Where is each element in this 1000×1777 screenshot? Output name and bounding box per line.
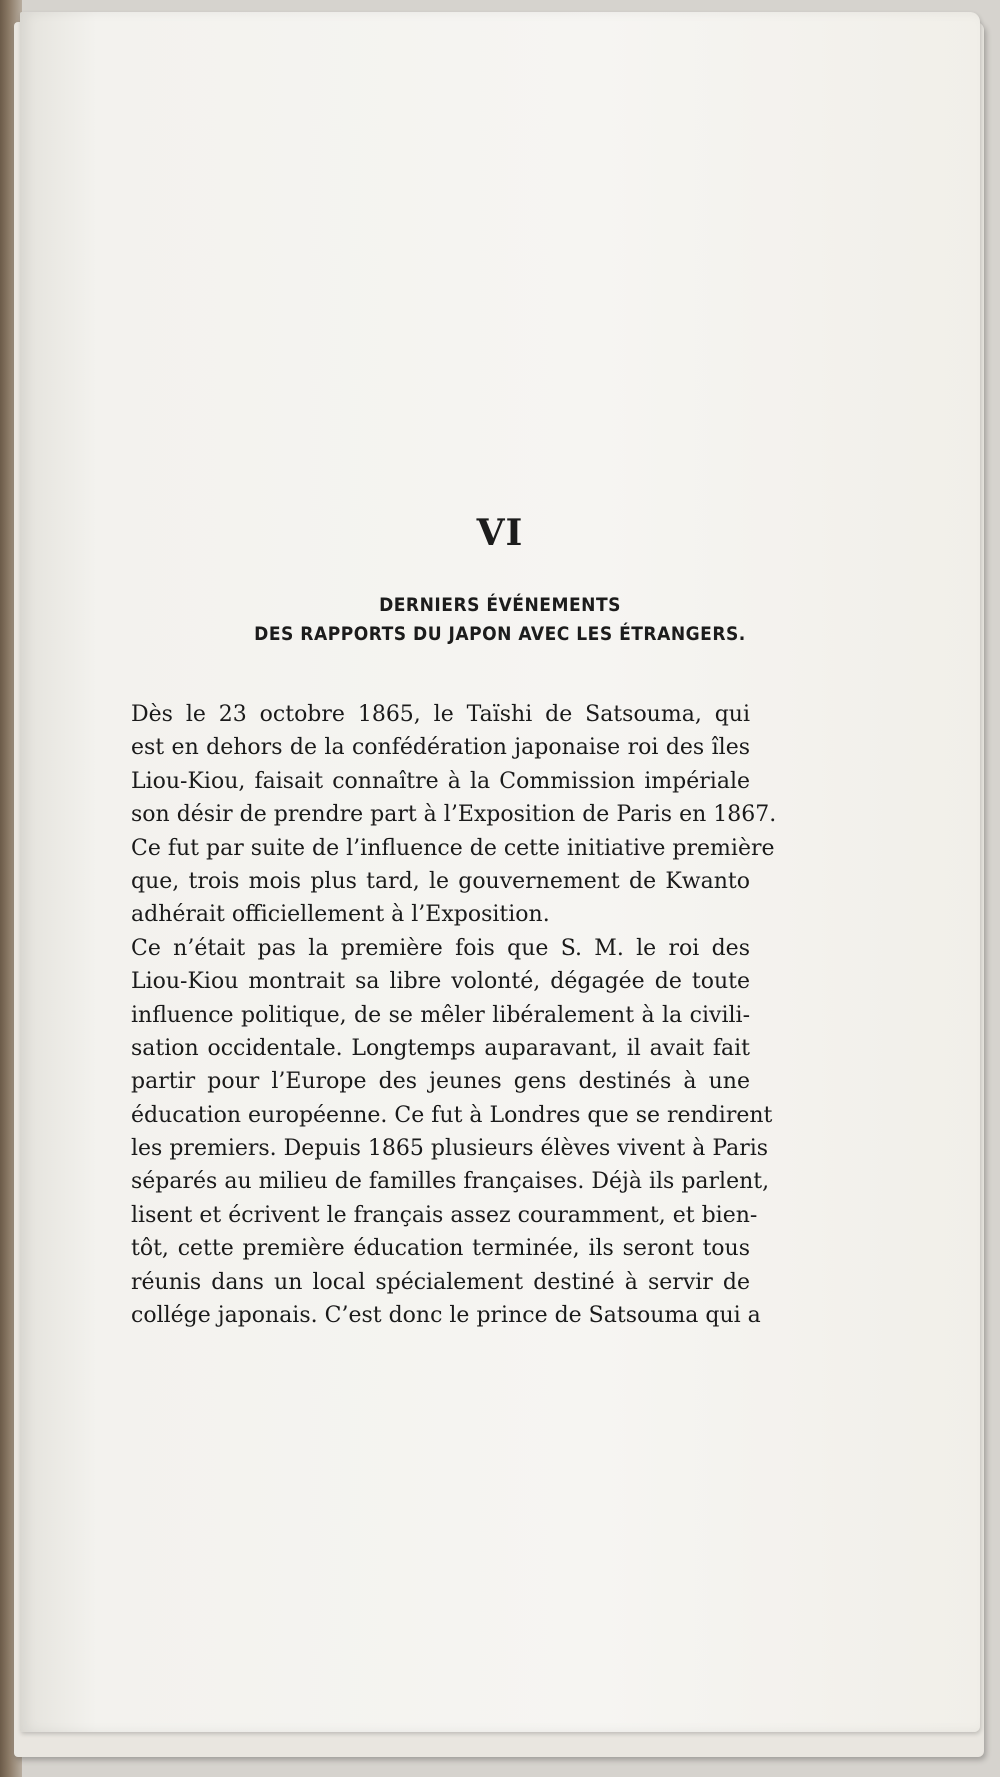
text-line: réunis dans un local spécialement destiné à servir de: [131, 1269, 750, 1295]
chapter-heading-line-1: DERNIERS ÉVÉNEMENTS: [379, 594, 621, 616]
chapter-numeral: VI: [476, 512, 524, 554]
text-line: lisent et écrivent le français assez couramment, et bien-: [131, 1202, 758, 1228]
text-line: Ce n’était pas la première fois que S. M. le roi des: [131, 935, 750, 961]
text-line: influence politique, de se mêler libéralement à la civili-: [131, 1002, 750, 1028]
text-line: Ce fut par suite de l’influence de cette initiative première: [131, 835, 775, 861]
paragraph-1: [131, 698, 777, 932]
text-line: son désir de prendre part à l’Exposition de Paris en 1867.: [131, 802, 777, 828]
text-line: est en dehors de la confédération japonaise roi des îles: [131, 735, 750, 761]
text-line: Liou-Kiou, faisait connaître à la Commission impériale: [131, 768, 750, 794]
chapter-heading-line-2: DES RAPPORTS DU JAPON AVEC LES ÉTRANGERS.: [254, 623, 746, 645]
text-line: Liou-Kiou montrait sa libre volonté, dégagée de toute: [131, 969, 750, 995]
body-text: [131, 698, 777, 1332]
text-line: collége japonais. C’est donc le prince de Satsouma qui a: [131, 1303, 761, 1329]
text-line: que, trois mois plus tard, le gouvernement de Kwanto: [131, 868, 750, 894]
paragraph-2: [131, 932, 773, 1333]
text-line: séparés au milieu de familles françaises. Déjà ils parlent,: [131, 1169, 770, 1195]
text-line: Dès le 23 octobre 1865, le Taïshi de Satsouma, qui: [131, 702, 750, 727]
text-line: les premiers. Depuis 1865 plusieurs élèves vivent à Paris: [131, 1136, 769, 1162]
text-line: partir pour l’Europe des jeunes gens destinés à une: [131, 1069, 750, 1095]
text-line: tôt, cette première éducation terminée, ils seront tous: [131, 1236, 750, 1262]
text-line: éducation européenne. Ce fut à Londres que se rendirent: [131, 1102, 773, 1128]
text-line: adhérait officiellement à l’Exposition.: [131, 902, 550, 928]
text-line: sation occidentale. Longtemps auparavant, il avait fait: [131, 1035, 750, 1061]
